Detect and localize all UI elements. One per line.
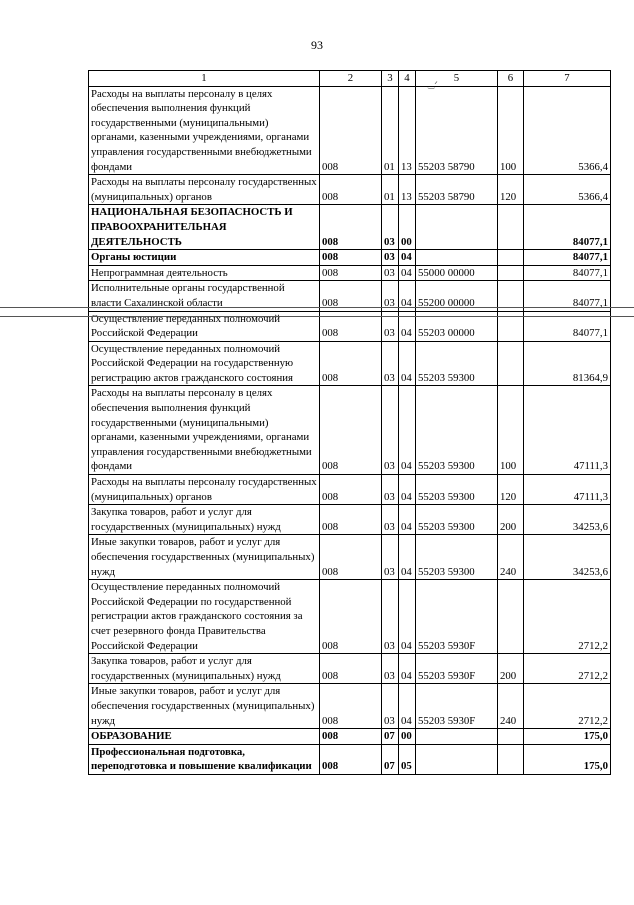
table-row [89, 505, 611, 535]
table-row [89, 684, 611, 729]
cell-section: 03 [382, 475, 399, 505]
cell-target-article: 55000 00000 [416, 265, 498, 281]
cell-subsection: 04 [399, 535, 416, 580]
cell-subsection: 04 [399, 386, 416, 475]
table-row [89, 205, 611, 250]
cell-grbs: 008 [320, 505, 382, 535]
table-row [89, 744, 611, 774]
cell-name: Осуществление переданных полномочий Российской Федерации на государственную регистрацию актов гражданского состояния [89, 341, 320, 386]
cell-target-article: 55203 5930F [416, 684, 498, 729]
col-header-name: 1 [89, 71, 320, 87]
cell-name: Непрограммная деятельность [89, 265, 320, 281]
cell-grbs: 008 [320, 535, 382, 580]
cell-section: 03 [382, 386, 399, 475]
cell-name: Профессиональная подготовка, переподготовка и повышение квалификации [89, 744, 320, 774]
cell-target-article [416, 205, 498, 250]
cell-grbs: 008 [320, 386, 382, 475]
cell-name: Закупка товаров, работ и услуг для государственных (муниципальных) нужд [89, 505, 320, 535]
cell-target-article: 55203 59300 [416, 386, 498, 475]
cell-grbs: 008 [320, 175, 382, 205]
table-row [89, 250, 611, 266]
cell-subsection: 04 [399, 250, 416, 266]
col-header-grbs: 2 [320, 71, 382, 87]
cell-section: 03 [382, 281, 399, 311]
cell-grbs: 008 [320, 281, 382, 311]
cell-subsection: 04 [399, 311, 416, 341]
cell-expense-type: 200 [498, 654, 524, 684]
cell-target-article: 55203 59300 [416, 505, 498, 535]
cell-name: Органы юстиции [89, 250, 320, 266]
cell-section: 03 [382, 205, 399, 250]
cell-expense-type: 100 [498, 86, 524, 175]
cell-subsection: 04 [399, 341, 416, 386]
table-row [89, 86, 611, 175]
scan-artifact-mark: ‿ᐟ [428, 80, 438, 89]
cell-expense-type: 200 [498, 505, 524, 535]
cell-section: 03 [382, 265, 399, 281]
cell-amount: 34253,6 [524, 535, 611, 580]
cell-target-article: 55203 59300 [416, 535, 498, 580]
cell-expense-type: 100 [498, 386, 524, 475]
cell-target-article: 55200 00000 [416, 281, 498, 311]
cell-subsection: 00 [399, 205, 416, 250]
col-header-pr: 4 [399, 71, 416, 87]
cell-subsection: 13 [399, 86, 416, 175]
cell-name: Иные закупки товаров, работ и услуг для обеспечения государственных (муниципальных) нужд [89, 535, 320, 580]
cell-amount: 2712,2 [524, 580, 611, 654]
cell-target-article: 55203 58790 [416, 175, 498, 205]
cell-expense-type [498, 744, 524, 774]
cell-section: 03 [382, 505, 399, 535]
cell-grbs: 008 [320, 475, 382, 505]
table-row [89, 175, 611, 205]
cell-grbs: 008 [320, 654, 382, 684]
cell-subsection: 04 [399, 475, 416, 505]
cell-grbs: 008 [320, 265, 382, 281]
cell-subsection: 04 [399, 684, 416, 729]
col-header-rz: 3 [382, 71, 399, 87]
cell-section: 01 [382, 86, 399, 175]
cell-expense-type [498, 341, 524, 386]
cell-amount: 34253,6 [524, 505, 611, 535]
cell-target-article: 55203 5930F [416, 654, 498, 684]
col-header-csr: 5 [416, 71, 498, 87]
table-row [89, 654, 611, 684]
cell-amount: 84077,1 [524, 281, 611, 311]
table-row [89, 265, 611, 281]
cell-expense-type: 120 [498, 475, 524, 505]
budget-table [88, 70, 611, 775]
scan-artifact-line [0, 307, 634, 308]
cell-name: ОБРАЗОВАНИЕ [89, 729, 320, 745]
table-body [89, 86, 611, 774]
cell-section: 07 [382, 744, 399, 774]
cell-subsection: 00 [399, 729, 416, 745]
cell-section: 03 [382, 535, 399, 580]
cell-section: 07 [382, 729, 399, 745]
cell-expense-type: 240 [498, 535, 524, 580]
table-row [89, 386, 611, 475]
cell-grbs: 008 [320, 580, 382, 654]
cell-section: 01 [382, 175, 399, 205]
cell-name: Исполнительные органы государственной власти Сахалинской области [89, 281, 320, 311]
cell-name: Расходы на выплаты персоналу государственных (муниципальных) органов [89, 475, 320, 505]
cell-target-article: 55203 58790 [416, 86, 498, 175]
table-row [89, 729, 611, 745]
cell-section: 03 [382, 250, 399, 266]
table-row [89, 580, 611, 654]
cell-name: Закупка товаров, работ и услуг для государственных (муниципальных) нужд [89, 654, 320, 684]
cell-name: Осуществление переданных полномочий Российской Федерации по государственной регистрации актов гражданского состояния за счет резервного фонда Правительства Российской Федерации [89, 580, 320, 654]
cell-grbs: 008 [320, 86, 382, 175]
table-row [89, 341, 611, 386]
cell-name: Осуществление переданных полномочий Российской Федерации [89, 311, 320, 341]
cell-name: НАЦИОНАЛЬНАЯ БЕЗОПАСНОСТЬ И ПРАВООХРАНИТЕЛЬНАЯ ДЕЯТЕЛЬНОСТЬ [89, 205, 320, 250]
cell-amount: 5366,4 [524, 175, 611, 205]
cell-amount: 47111,3 [524, 386, 611, 475]
cell-grbs: 008 [320, 205, 382, 250]
col-header-sum: 7 [524, 71, 611, 87]
col-header-vr: 6 [498, 71, 524, 87]
cell-target-article: 55203 5930F [416, 580, 498, 654]
cell-grbs: 008 [320, 250, 382, 266]
cell-subsection: 04 [399, 265, 416, 281]
cell-name: Расходы на выплаты персоналу государственных (муниципальных) органов [89, 175, 320, 205]
cell-expense-type [498, 205, 524, 250]
cell-grbs: 008 [320, 744, 382, 774]
cell-amount: 2712,2 [524, 684, 611, 729]
cell-grbs: 008 [320, 341, 382, 386]
cell-amount: 84077,1 [524, 250, 611, 266]
scan-artifact-line [0, 316, 634, 317]
cell-amount: 81364,9 [524, 341, 611, 386]
cell-amount: 2712,2 [524, 654, 611, 684]
cell-amount: 84077,1 [524, 205, 611, 250]
cell-section: 03 [382, 341, 399, 386]
cell-subsection: 04 [399, 654, 416, 684]
cell-section: 03 [382, 311, 399, 341]
cell-subsection: 13 [399, 175, 416, 205]
cell-target-article [416, 250, 498, 266]
cell-amount: 84077,1 [524, 311, 611, 341]
cell-target-article [416, 729, 498, 745]
cell-expense-type: 240 [498, 684, 524, 729]
cell-amount: 47111,3 [524, 475, 611, 505]
cell-grbs: 008 [320, 311, 382, 341]
cell-expense-type: 120 [498, 175, 524, 205]
cell-grbs: 008 [320, 729, 382, 745]
cell-name: Иные закупки товаров, работ и услуг для обеспечения государственных (муниципальных) нужд [89, 684, 320, 729]
cell-amount: 175,0 [524, 744, 611, 774]
cell-section: 03 [382, 684, 399, 729]
cell-amount: 5366,4 [524, 86, 611, 175]
page-number: 93 [311, 38, 323, 52]
cell-subsection: 04 [399, 281, 416, 311]
cell-grbs: 008 [320, 684, 382, 729]
cell-subsection: 04 [399, 505, 416, 535]
cell-amount: 175,0 [524, 729, 611, 745]
cell-expense-type [498, 265, 524, 281]
cell-subsection: 04 [399, 580, 416, 654]
header-row [89, 71, 611, 87]
cell-target-article: 55203 59300 [416, 475, 498, 505]
cell-target-article [416, 744, 498, 774]
cell-section: 03 [382, 654, 399, 684]
cell-expense-type [498, 729, 524, 745]
table-row [89, 535, 611, 580]
cell-expense-type [498, 580, 524, 654]
cell-subsection: 05 [399, 744, 416, 774]
cell-section: 03 [382, 580, 399, 654]
cell-expense-type [498, 250, 524, 266]
table-row [89, 475, 611, 505]
cell-target-article: 55203 00000 [416, 311, 498, 341]
cell-name: Расходы на выплаты персоналу в целях обеспечения выполнения функций государственными (муниципальными) органами, казенными учреждениями, органами управления государственными внебюджетными фондами [89, 86, 320, 175]
cell-amount: 84077,1 [524, 265, 611, 281]
cell-name: Расходы на выплаты персоналу в целях обеспечения выполнения функций государственными (муниципальными) органами, казенными учреждениями, органами управления государственными внебюджетными фондами [89, 386, 320, 475]
cell-target-article: 55203 59300 [416, 341, 498, 386]
